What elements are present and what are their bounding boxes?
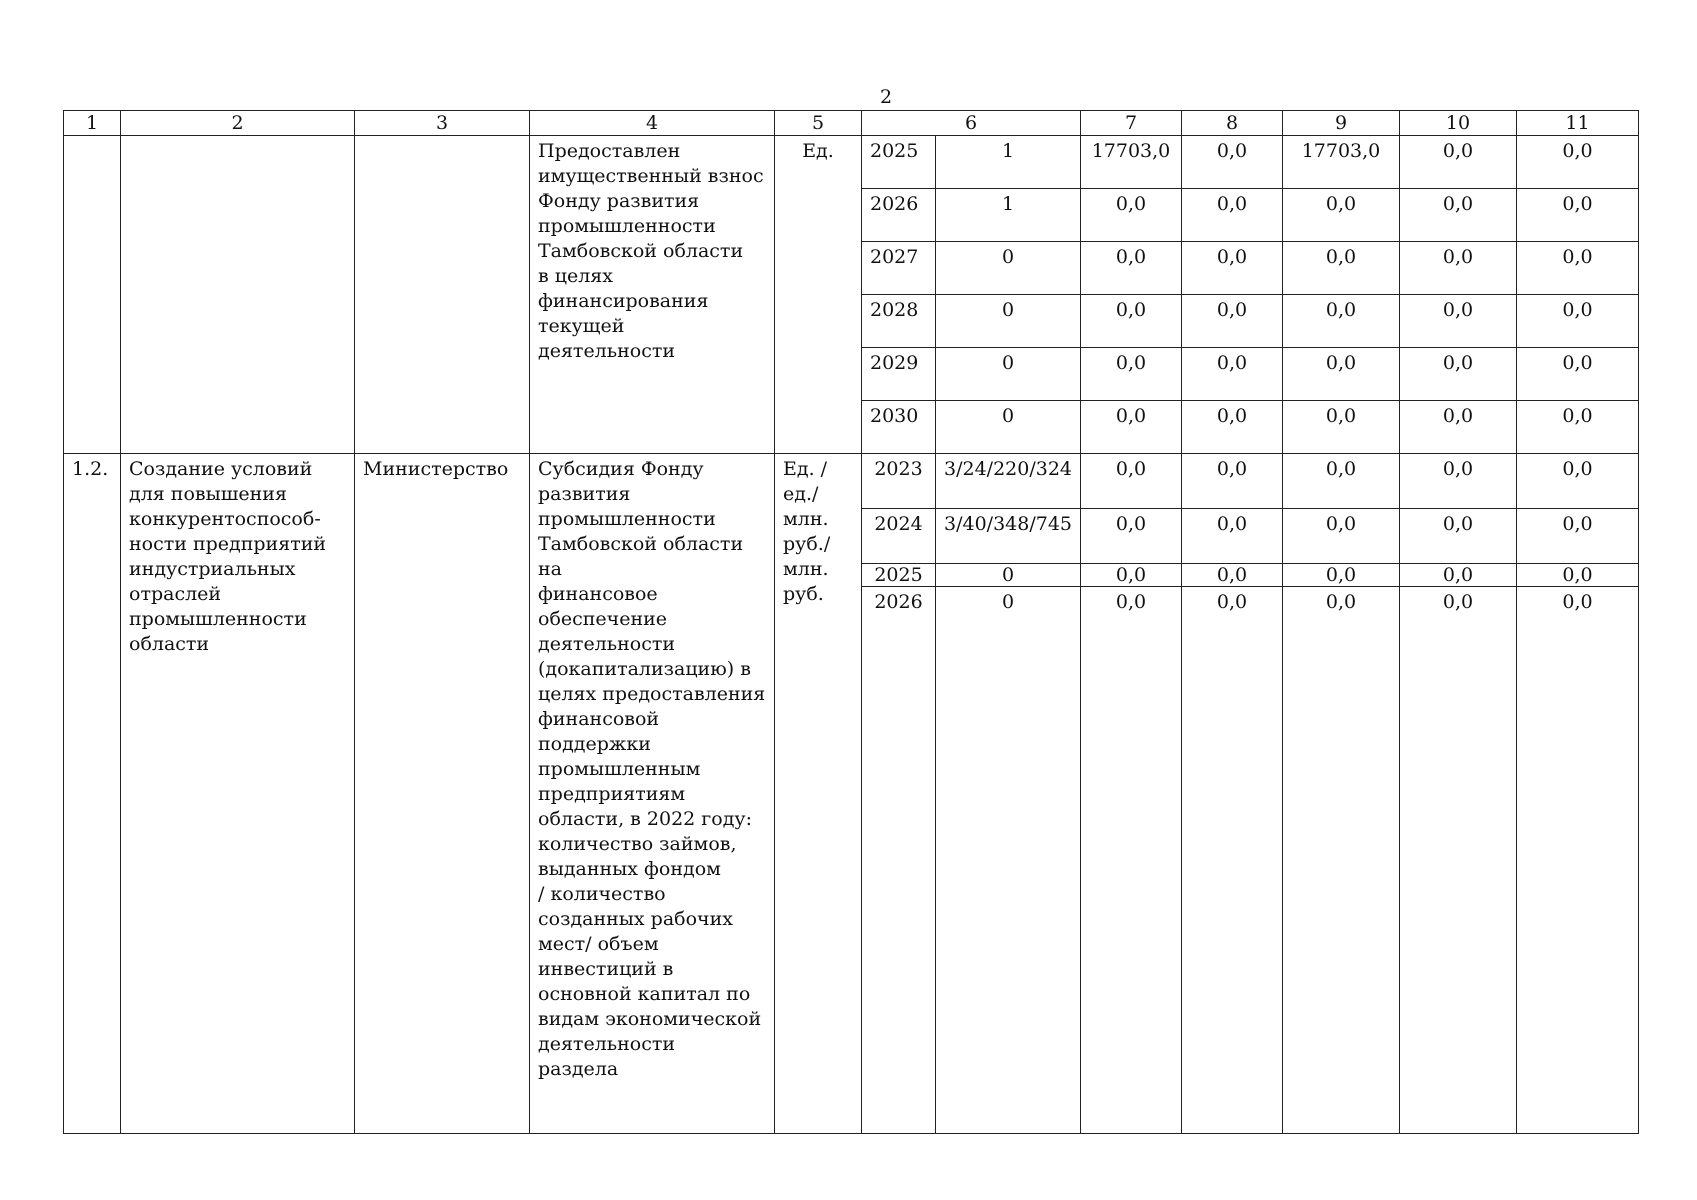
header-cell-4: 4 [530,111,775,136]
header-cell-1: 1 [64,111,121,136]
value-cell-10: 0,0 [1400,509,1517,564]
header-cell-7: 7 [1081,111,1182,136]
s1-col2-cell [121,136,355,454]
header-cell-6: 6 [862,111,1081,136]
s2-measure-text: Создание условий для повышения конкурентоспособ- ности предприятий индустриальных отраслей промышленности области [121,454,355,1134]
year-cell: 2029 [862,348,936,401]
s1-indicator-text: Предоставлен имущественный взнос Фонду развития промышленности Тамбовской области в целях финансирования текущей деятельности [530,136,775,454]
value-cell-7: 0,0 [1081,509,1182,564]
s1-col3-cell [355,136,530,454]
s2-indicator-text: Субсидия Фонду развития промышленности Тамбовской области на финансовое обеспечение деятельности (докапитализацию) в целях предоставления финансовой поддержки промышленным предприятиям области, в 2022 году: количество займов, выданных фондом / количество созданных рабочих мест/ объем инвестиций в основной капитал по видам экономической деятельности раздела [530,454,775,1134]
value-cell-6: 3/24/220/324 [936,454,1081,509]
value-cell-10: 0,0 [1400,454,1517,509]
value-cell-9: 0,0 [1283,348,1400,401]
year-cell: 2026 [862,189,936,242]
value-cell-11: 0,0 [1517,242,1639,295]
value-cell-6: 0 [936,401,1081,454]
value-cell-7: 0,0 [1081,189,1182,242]
year-cell: 2024 [862,509,936,564]
value-cell-8: 0,0 [1182,295,1283,348]
value-cell-10: 0,0 [1400,242,1517,295]
year-cell: 2028 [862,295,936,348]
header-cell-11: 11 [1517,111,1639,136]
year-cell: 2026 [862,587,936,1134]
s2-number: 1.2. [64,454,121,1134]
s1-col1-cell [64,136,121,454]
header-cell-5: 5 [775,111,862,136]
value-cell-8: 0,0 [1182,189,1283,242]
value-cell-9: 0,0 [1283,295,1400,348]
year-cell: 2025 [862,564,936,587]
value-cell-6: 1 [936,136,1081,189]
s1-unit: Ед. [775,136,862,454]
header-row [64,111,1639,136]
value-cell-11: 0,0 [1517,189,1639,242]
value-cell-11: 0,0 [1517,509,1639,564]
value-cell-11: 0,0 [1517,136,1639,189]
page-number: 2 [880,86,893,108]
value-cell-8: 0,0 [1182,136,1283,189]
year-cell: 2023 [862,454,936,509]
header-cell-10: 10 [1400,111,1517,136]
program-table [63,110,1639,1134]
header-cell-3: 3 [355,111,530,136]
value-cell-9: 17703,0 [1283,136,1400,189]
value-cell-7: 0,0 [1081,295,1182,348]
value-cell-7: 0,0 [1081,401,1182,454]
year-cell: 2027 [862,242,936,295]
value-cell-10: 0,0 [1400,401,1517,454]
value-cell-10: 0,0 [1400,564,1517,587]
value-cell-10: 0,0 [1400,189,1517,242]
value-cell-7: 17703,0 [1081,136,1182,189]
year-cell: 2025 [862,136,936,189]
value-cell-10: 0,0 [1400,587,1517,1134]
value-cell-9: 0,0 [1283,454,1400,509]
value-cell-9: 0,0 [1283,189,1400,242]
value-cell-11: 0,0 [1517,348,1639,401]
header-cell-9: 9 [1283,111,1400,136]
value-cell-9: 0,0 [1283,242,1400,295]
value-cell-11: 0,0 [1517,401,1639,454]
value-cell-9: 0,0 [1283,509,1400,564]
value-cell-8: 0,0 [1182,509,1283,564]
value-cell-11: 0,0 [1517,564,1639,587]
value-cell-10: 0,0 [1400,348,1517,401]
value-cell-10: 0,0 [1400,136,1517,189]
header-cell-8: 8 [1182,111,1283,136]
value-cell-8: 0,0 [1182,242,1283,295]
value-cell-7: 0,0 [1081,242,1182,295]
value-cell-6: 3/40/348/745 [936,509,1081,564]
year-cell: 2030 [862,401,936,454]
value-cell-7: 0,0 [1081,454,1182,509]
value-cell-11: 0,0 [1517,295,1639,348]
value-cell-8: 0,0 [1182,587,1283,1134]
value-cell-6: 0 [936,564,1081,587]
s2-unit: Ед. / ед./ млн. руб./ млн. руб. [775,454,862,1134]
value-cell-11: 0,0 [1517,587,1639,1134]
value-cell-10: 0,0 [1400,295,1517,348]
table-row [64,136,1639,189]
value-cell-7: 0,0 [1081,587,1182,1134]
value-cell-8: 0,0 [1182,454,1283,509]
value-cell-6: 0 [936,242,1081,295]
value-cell-8: 0,0 [1182,401,1283,454]
value-cell-6: 0 [936,587,1081,1134]
table-row [64,454,1639,509]
value-cell-11: 0,0 [1517,454,1639,509]
s2-responsible: Министерство [355,454,530,1134]
value-cell-6: 0 [936,348,1081,401]
value-cell-8: 0,0 [1182,348,1283,401]
value-cell-6: 1 [936,189,1081,242]
value-cell-6: 0 [936,295,1081,348]
value-cell-9: 0,0 [1283,401,1400,454]
value-cell-7: 0,0 [1081,348,1182,401]
header-cell-2: 2 [121,111,355,136]
value-cell-8: 0,0 [1182,564,1283,587]
value-cell-9: 0,0 [1283,587,1400,1134]
value-cell-9: 0,0 [1283,564,1400,587]
value-cell-7: 0,0 [1081,564,1182,587]
